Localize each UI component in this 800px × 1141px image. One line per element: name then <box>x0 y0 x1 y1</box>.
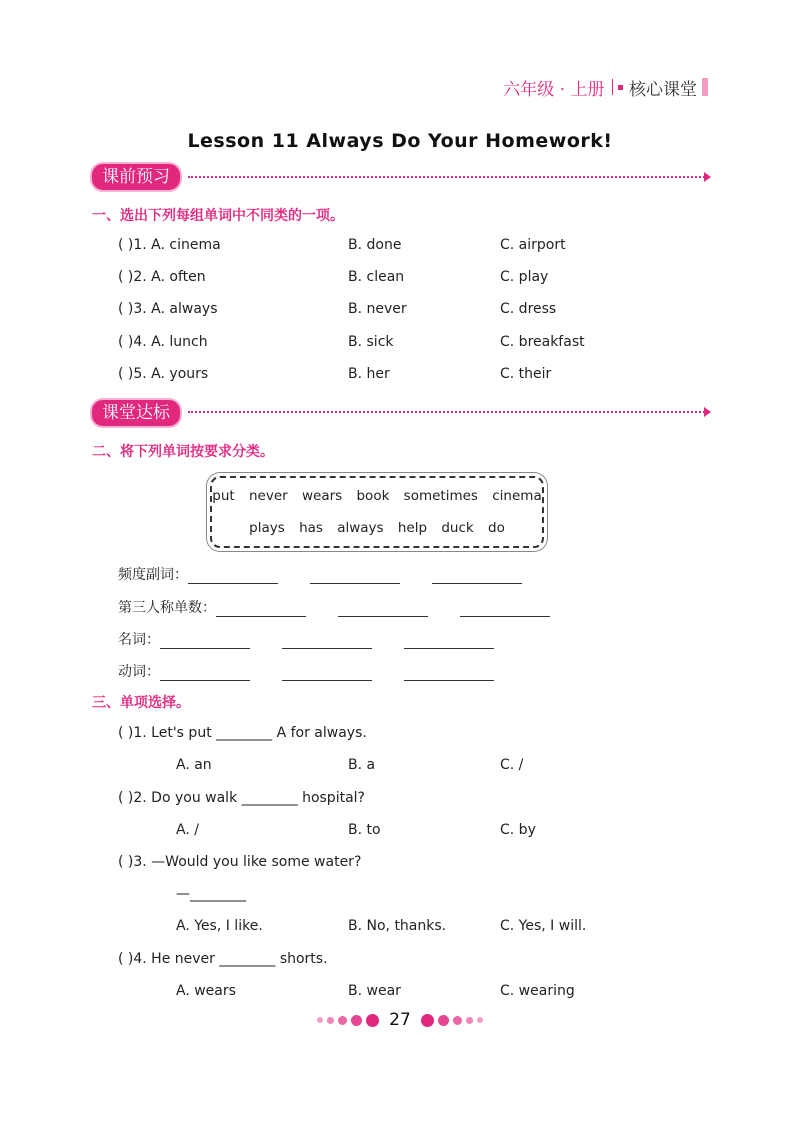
dot-icon <box>453 1016 462 1025</box>
dot-icon <box>317 1017 323 1023</box>
arrow-right-icon <box>704 407 711 417</box>
question-row <box>118 334 208 350</box>
option-c: C. / <box>500 757 524 773</box>
dot-icon <box>466 1017 473 1024</box>
option-a: A. wears <box>176 983 236 999</box>
option-b: B. her <box>348 366 390 382</box>
answer-blank[interactable] <box>188 569 278 584</box>
preview-banner: 课前预习 <box>90 162 182 192</box>
running-header <box>503 76 708 98</box>
category-row <box>118 661 494 681</box>
option-b: B. No, thanks. <box>348 918 447 934</box>
question-row <box>118 269 206 285</box>
question-stem: ( )2. A. often <box>118 269 206 285</box>
grade-label: 六年级 · 上册 <box>503 79 605 100</box>
option-c: C. wearing <box>500 983 575 999</box>
option-b: B. sick <box>348 334 394 350</box>
dot-icon <box>351 1015 362 1026</box>
option-a: A. Yes, I like. <box>176 918 263 934</box>
answer-blank[interactable] <box>460 602 550 617</box>
question-stem: ( )4. A. lunch <box>118 334 208 350</box>
answer-blank[interactable] <box>404 666 494 681</box>
section-heading-3: 三、单项选择。 <box>92 695 190 711</box>
category-label: 频度副词： <box>118 567 188 583</box>
section-label: 核心课堂 <box>629 79 697 100</box>
classwork-banner: 课堂达标 <box>90 398 182 428</box>
option-a: A. / <box>176 822 199 838</box>
page-number: 27 <box>389 1010 411 1030</box>
reply-line: —________ <box>176 886 246 902</box>
option-b: B. to <box>348 822 381 838</box>
option-c: C. breakfast <box>500 334 585 350</box>
dot-icon <box>327 1017 334 1024</box>
option-c: C. play <box>500 269 549 285</box>
divider-bar <box>612 79 614 95</box>
option-b: B. wear <box>348 983 401 999</box>
question-stem: ( )5. A. yours <box>118 366 209 382</box>
dot-icon <box>477 1017 483 1023</box>
lesson-title: Lesson 11 Always Do Your Homework! <box>187 130 613 152</box>
question-stem: ( )3. —Would you like some water? <box>118 854 362 870</box>
answer-blank[interactable] <box>160 666 250 681</box>
category-row <box>118 564 522 584</box>
answer-blank[interactable] <box>310 569 400 584</box>
question-row <box>118 301 218 317</box>
answer-blank[interactable] <box>404 634 494 649</box>
option-a: A. an <box>176 757 212 773</box>
question-stem: ( )1. Let's put ________ A for always. <box>118 725 367 741</box>
dot-icon <box>438 1015 449 1026</box>
banner-dotted-line <box>188 411 708 413</box>
option-c: C. their <box>500 366 552 382</box>
question-stem: ( )1. A. cinema <box>118 237 221 253</box>
category-row <box>118 629 494 649</box>
dot-icon <box>338 1016 347 1025</box>
question-stem: ( )4. He never ________ shorts. <box>118 951 328 967</box>
option-b: B. done <box>348 237 402 253</box>
section-heading-2: 二、将下列单词按要求分类。 <box>92 444 274 460</box>
tab-marker <box>702 78 708 96</box>
category-label: 第三人称单数： <box>118 600 216 616</box>
question-stem: ( )3. A. always <box>118 301 218 317</box>
word-bank-box <box>210 476 544 548</box>
option-b: B. never <box>348 301 407 317</box>
option-c: C. airport <box>500 237 566 253</box>
answer-blank[interactable] <box>282 634 372 649</box>
answer-blank[interactable] <box>160 634 250 649</box>
answer-blank[interactable] <box>216 602 306 617</box>
option-c: C. dress <box>500 301 557 317</box>
dot-icon <box>366 1014 379 1027</box>
answer-blank[interactable] <box>338 602 428 617</box>
category-row <box>118 597 550 617</box>
category-label: 动词： <box>118 664 160 680</box>
option-c: C. Yes, I will. <box>500 918 587 934</box>
answer-blank[interactable] <box>432 569 522 584</box>
arrow-right-icon <box>704 172 711 182</box>
question-row <box>118 237 221 253</box>
page-footer <box>0 1010 800 1030</box>
question-row <box>118 366 208 382</box>
category-label: 名词： <box>118 632 160 648</box>
option-b: B. a <box>348 757 376 773</box>
word-bank-line: put never wears book sometimes cinema <box>212 488 542 504</box>
option-c: C. by <box>500 822 536 838</box>
banner-dotted-line <box>188 176 708 178</box>
question-stem: ( )2. Do you walk ________ hospital? <box>118 790 365 806</box>
option-b: B. clean <box>348 269 405 285</box>
dot-icon <box>421 1014 434 1027</box>
word-bank-line: plays has always help duck do <box>249 520 505 536</box>
section-heading-1: 一、选出下列每组单词中不同类的一项。 <box>92 208 344 224</box>
answer-blank[interactable] <box>282 666 372 681</box>
square-icon <box>618 85 623 90</box>
